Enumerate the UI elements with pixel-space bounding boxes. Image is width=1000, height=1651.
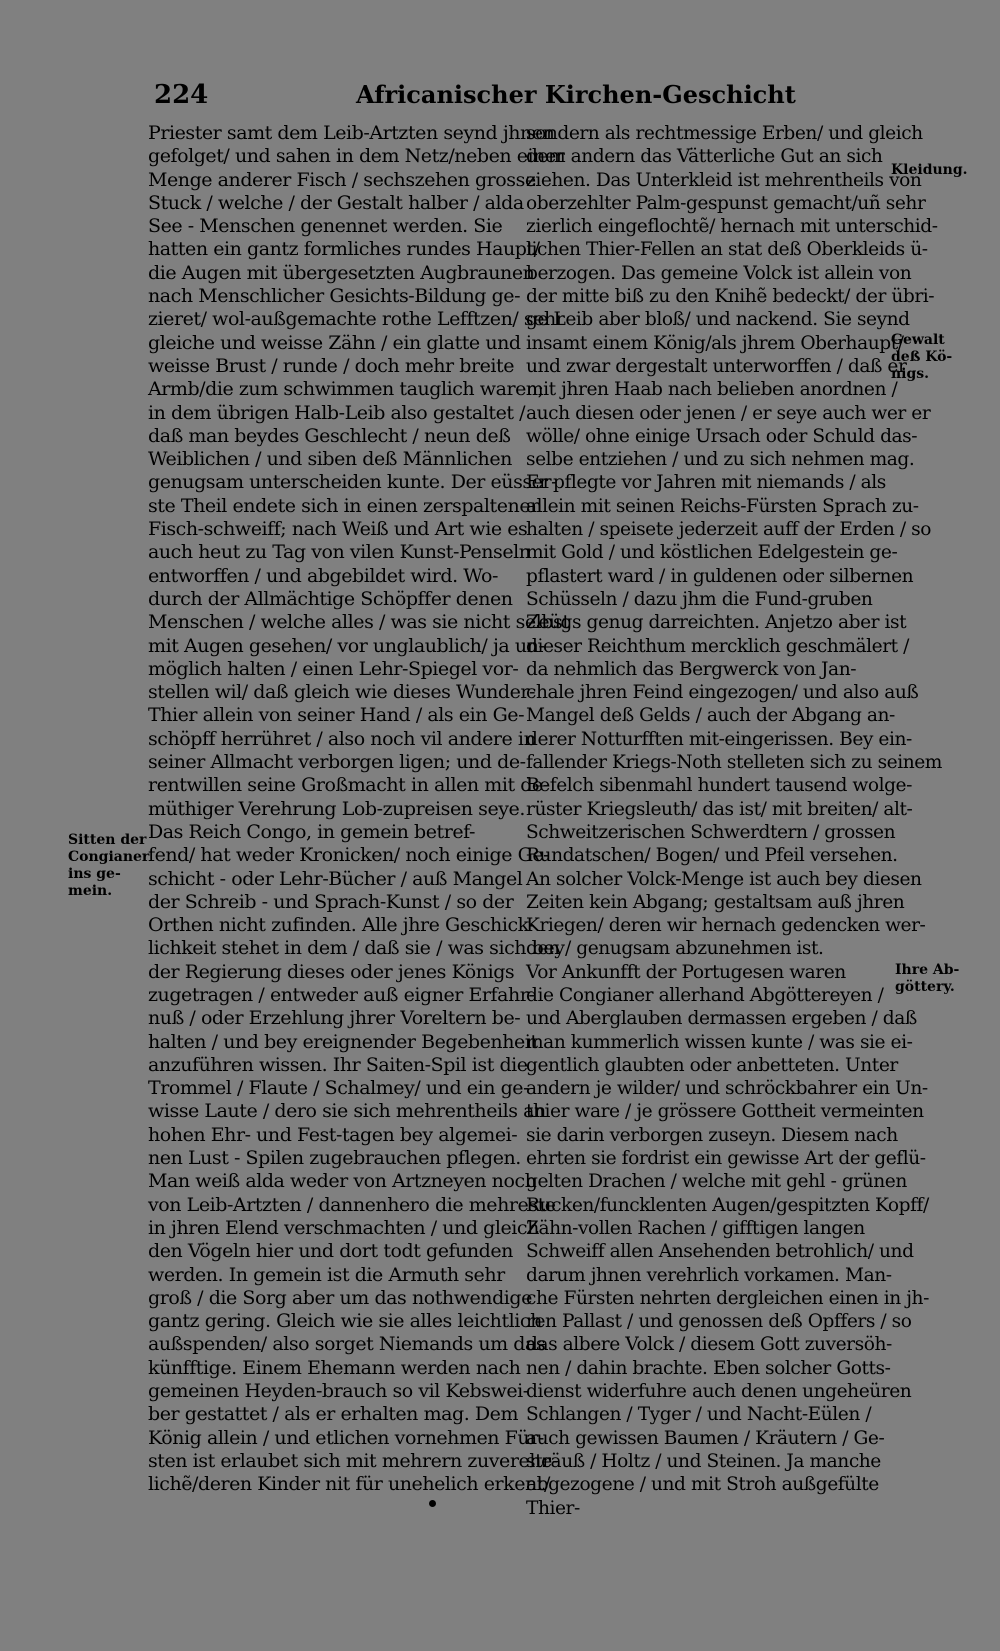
- text-line: wisse Laute / dero sie sich mehrentheils an: [148, 1100, 546, 1123]
- text-line: schicht - oder Lehr-Bücher / auß Mangel: [148, 867, 523, 890]
- text-line: gantz gering. Gleich wie sie alles leichtlich: [148, 1310, 542, 1333]
- marginal-note-line: Sitten der: [68, 832, 147, 848]
- text-line: chale jhren Feind eingezogen/ und also auß: [526, 682, 919, 704]
- marginal-note-line: ins ge-: [68, 866, 121, 882]
- text-line: Zeiten kein Abgang; gestaltsam auß jhren: [526, 891, 905, 913]
- text-line: insamt einem König/als jhrem Oberhaupt/: [526, 332, 904, 354]
- text-line: Kriegen/ deren wir hernach gedencken wer-: [526, 915, 926, 937]
- text-line: allein mit seinen Reichs-Fürsten Sprach zu-: [526, 495, 919, 517]
- text-line: fallender Kriegs-Noth stelleten sich zu seinem: [526, 752, 942, 774]
- left-column: [148, 122, 570, 1497]
- text-line: wölle/ ohne einige Ursach oder Schuld das-: [526, 425, 918, 447]
- text-line: ren Pallast / und genossen deß Opffers / so: [526, 1311, 912, 1333]
- text-line: Rundatschen/ Bogen/ und Pfeil versehen.: [526, 845, 898, 867]
- text-line: Menge anderer Fisch / sechszehen grosse: [148, 168, 536, 191]
- text-line: nen / dahin brachte. Eben solcher Gotts-: [526, 1357, 891, 1379]
- marginal-note-line: deß Kö-: [891, 349, 953, 365]
- text-line: Das Reich Congo, in gemein betref-: [148, 820, 476, 843]
- text-line: außspenden/ also sorget Niemands um das: [148, 1333, 546, 1356]
- text-line: dem andern das Vätterliche Gut an sich: [526, 146, 883, 168]
- text-line: und zwar dergestalt unterworffen / daß er: [526, 355, 907, 377]
- text-line: sten ist erlaubet sich mit mehrern zuverehe-: [148, 1449, 558, 1472]
- text-line: rentwillen seine Großmacht in allen mit de-: [148, 774, 549, 797]
- text-line: nach Menschlicher Gesichts-Bildung ge-: [148, 285, 521, 308]
- text-line: nuß / oder Erzehlung jhrer Voreltern be-: [148, 1007, 521, 1030]
- marginal-note-clothing: [891, 162, 968, 179]
- marginal-note-line: Congianer: [68, 849, 150, 865]
- text-line: Orthen nicht zufinden. Alle jhre Geschick-: [148, 914, 535, 937]
- text-line: ste Theil endete sich in einen zerspaltenen: [148, 494, 542, 517]
- text-line: zierlich eingeflochtẽ/ hernach mit unterschid-: [526, 216, 938, 238]
- text-line: lichen Thier-Fellen an stat deß Oberkleids ü-: [526, 239, 928, 261]
- text-line: gelten Drachen / welche mit gehl - grünen: [526, 1171, 907, 1193]
- text-line: Thier-: [526, 1497, 580, 1519]
- text-line: schöpff herrühret / also noch vil andere in: [148, 727, 536, 750]
- text-line: nen Lust - Spilen zugebrauchen pflegen.: [148, 1147, 521, 1170]
- text-line: auch diesen oder jenen / er seye auch wer er: [526, 402, 931, 424]
- text-line: werden. In gemein ist die Armuth sehr: [148, 1263, 505, 1286]
- text-line: thier ware / je grössere Gottheit vermeinten: [526, 1101, 924, 1123]
- text-line: der Schreib - und Sprach-Kunst / so der: [148, 890, 514, 913]
- text-line: che Fürsten nehrten dergleichen einen in jh-: [526, 1287, 929, 1309]
- text-line: Man weiß alda weder von Artzneyen noch: [148, 1170, 537, 1193]
- text-line: Schweitzerischen Schwerdtern / grossen: [526, 821, 896, 843]
- text-line: dieser Reichthum mercklich geschmälert /: [526, 635, 909, 657]
- text-line: berzogen. Das gemeine Volck ist allein von: [526, 262, 912, 284]
- marginal-note-line: nigs.: [891, 366, 930, 382]
- text-line: durch der Allmächtige Schöpffer denen: [148, 587, 513, 610]
- text-line: zieret/ wol-außgemachte rothe Lefftzen/ sehr: [148, 308, 565, 331]
- text-line: ber gestattet / als er erhalten mag. Dem: [148, 1403, 519, 1426]
- text-line: gefolget/ und sahen in dem Netz/neben einer: [148, 145, 565, 168]
- text-line: Fisch-schweiff; nach Weiß und Art wie es: [148, 518, 528, 541]
- text-line: die Augen mit übergesetzten Augbraunen: [148, 261, 535, 284]
- running-title: Africanischer Kirchen-Geschicht: [356, 80, 796, 109]
- text-line: mit jhren Haab nach belieben anordnen /: [526, 379, 898, 401]
- text-line: auch heut zu Tag von vilen Kunst-Penseln: [148, 541, 531, 564]
- text-line: die Congianer allerhand Abgöttereyen /: [526, 984, 884, 1006]
- text-line: An solcher Volck-Menge ist auch bey diesen: [526, 868, 922, 890]
- text-line: abgezogene / und mit Stroh außgefülte: [526, 1474, 879, 1496]
- text-line: weisse Brust / runde / doch mehr breite: [148, 354, 514, 377]
- text-line: halten / speisete jederzeit auff der Erden / so: [526, 519, 932, 541]
- text-line: mit Augen gesehen/ vor unglaublich/ ja un-: [148, 634, 545, 657]
- text-line: derer Notturfften mit-eingerissen. Bey ein-: [526, 728, 912, 750]
- marginal-note-king-power: [891, 332, 952, 383]
- text-line: auch gewissen Baumen / Kräutern / Ge-: [526, 1427, 885, 1449]
- text-line: Schlangen / Tyger / und Nacht-Eülen /: [526, 1404, 872, 1426]
- text-line: selbe entziehen / und zu sich nehmen mag.: [526, 449, 915, 471]
- text-line: oberzehlter Palm-gespunst gemacht/uñ sehr: [526, 192, 926, 214]
- text-line: pflastert ward / in guldenen oder silbernen: [526, 565, 914, 587]
- text-line: zugetragen / entweder auß eigner Erfahr-: [148, 983, 535, 1006]
- text-line: Er pflegte vor Jahren mit niemands / als: [526, 472, 886, 494]
- text-line: ziehen. Das Unterkleid ist mehrentheils von: [526, 169, 922, 191]
- text-line: hatten ein gantz formliches rundes Haupt/: [148, 238, 540, 261]
- text-line: mit Gold / und köstlichen Edelgestein ge-: [526, 542, 898, 564]
- text-line: in jhren Elend verschmachten / und gleich: [148, 1216, 539, 1239]
- text-line: gleiche und weisse Zähn / ein glatte und: [148, 331, 521, 354]
- text-line: gentlich glaubten oder anbetteten. Unter: [526, 1054, 898, 1076]
- marginal-note-line: Ihre Ab-: [895, 962, 960, 978]
- marginal-note-line: Kleidung.: [891, 162, 968, 178]
- text-line: anzuführen wissen. Ihr Saiten-Spil ist die: [148, 1053, 528, 1076]
- text-line: daß man beydes Geschlecht / neun deß: [148, 424, 511, 447]
- text-line: Mangel deß Gelds / auch der Abgang an-: [526, 705, 895, 727]
- text-line: ehrten sie fordrist ein gewisse Art der geflü-: [526, 1148, 926, 1170]
- text-line: den / genugsam abzunehmen ist.: [526, 938, 824, 960]
- marginal-note-idols: [895, 962, 959, 996]
- text-line: seiner Allmacht verborgen ligen; und de-: [148, 751, 526, 774]
- text-line: gemeinen Heyden-brauch so vil Kebswei-: [148, 1380, 529, 1403]
- text-line: da nehmlich das Bergwerck von Jan-: [526, 658, 857, 680]
- text-line: Thier allein von seiner Hand / als ein Ge-: [148, 704, 525, 727]
- text-line: Rucken/funcklenten Augen/gespitzten Kopff/: [526, 1194, 929, 1216]
- text-line: Schüsseln / dazu jhm die Fund-gruben: [526, 588, 873, 610]
- footer-ornament: [429, 1500, 436, 1507]
- text-line: Zeügs genug darreichten. Anjetzo aber ist: [526, 612, 907, 634]
- text-line: das albere Volck / diesem Gott zuversöh-: [526, 1334, 892, 1356]
- text-line: rüster Kriegsleuth/ das ist/ mit breiten/ alt-: [526, 798, 913, 820]
- text-line: lichkeit stehet in dem / daß sie / was sich bey: [148, 937, 565, 960]
- marginal-note-line: Gewalt: [891, 332, 945, 348]
- text-line: Zähn-vollen Rachen / gifftigen langen: [526, 1217, 865, 1239]
- text-line: See - Menschen genennet werden. Sie: [148, 215, 503, 238]
- text-line: in dem übrigen Halb-Leib also gestaltet /: [148, 401, 526, 424]
- text-line: Weiblichen / und siben deß Männlichen: [148, 448, 512, 471]
- text-line: der mitte biß zu den Knihẽ bedeckt/ der übri-: [526, 286, 935, 308]
- text-line: Stuck / welche / der Gestalt halber / alda: [148, 191, 524, 214]
- marginal-note-line: mein.: [68, 883, 113, 899]
- text-line: Trommel / Flaute / Schalmey/ und ein ge-: [148, 1077, 530, 1100]
- marginal-note-line: göttery.: [895, 979, 955, 995]
- text-line: Befelch sibenmahl hundert tausend wolge-: [526, 775, 912, 797]
- text-line: König allein / und etlichen vornehmen Für-: [148, 1426, 544, 1449]
- text-line: den Vögeln hier und dort todt gefunden: [148, 1240, 513, 1263]
- text-line: fend/ hat weder Kronicken/ noch einige Ge-: [148, 844, 550, 867]
- text-line: hohen Ehr- und Fest-tagen bey algemei-: [148, 1123, 518, 1146]
- text-line: künfftige. Einem Ehemann werden nach: [148, 1356, 521, 1379]
- text-line: Armb/die zum schwimmen tauglich waren;: [148, 378, 544, 401]
- text-line: dienst widerfuhre auch denen ungeheüren: [526, 1381, 912, 1403]
- text-line: müthiger Verehrung Lob-zupreisen seye.: [148, 797, 525, 820]
- text-line: sträuß / Holtz / und Steinen. Ja manche: [526, 1450, 881, 1472]
- text-line: und Aberglauben dermassen ergeben / daß: [526, 1008, 917, 1030]
- text-line: Priester samt dem Leib-Artzten seynd jhnen: [148, 122, 555, 144]
- text-line: halten / und bey ereignender Begebenheit: [148, 1030, 538, 1053]
- text-line: entworffen / und abgebildet wird. Wo-: [148, 564, 499, 587]
- text-line: Vor Ankunfft der Portugesen waren: [526, 961, 846, 983]
- text-line: man kummerlich wissen kunte / was sie ei-: [526, 1031, 913, 1053]
- text-line: genugsam unterscheiden kunte. Der eüsser-: [148, 471, 558, 494]
- text-line: möglich halten / einen Lehr-Spiegel vor-: [148, 657, 519, 680]
- text-line: von Leib-Artzten / dannenhero die mehreste: [148, 1193, 556, 1216]
- page-header: [140, 76, 796, 116]
- text-line: sondern als rechtmessige Erben/ und gleich: [526, 123, 923, 144]
- text-line: ge Leib aber bloß/ und nackend. Sie seynd: [526, 309, 910, 331]
- text-line: groß / die Sorg aber um das nothwendige: [148, 1286, 532, 1309]
- text-line: andern je wilder/ und schröckbahrer ein Un-: [526, 1078, 928, 1100]
- text-line: Menschen / welche alles / was sie nicht selbst: [148, 611, 570, 634]
- marginal-note-customs: [68, 832, 149, 900]
- text-line: sie darin verborgen zuseyn. Diesem nach: [526, 1124, 898, 1146]
- text-line: lichẽ/deren Kinder nit für unehelich erkent/: [148, 1473, 550, 1496]
- page-number: 224: [154, 80, 209, 110]
- text-line: stellen wil/ daß gleich wie dieses Wunder-: [148, 681, 535, 704]
- text-line: darum jhnen verehrlich vorkamen. Man-: [526, 1264, 892, 1286]
- text-line: Schweiff allen Ansehenden betrohlich/ und: [526, 1241, 914, 1263]
- text-line: der Regierung dieses oder jenes Königs: [148, 960, 515, 983]
